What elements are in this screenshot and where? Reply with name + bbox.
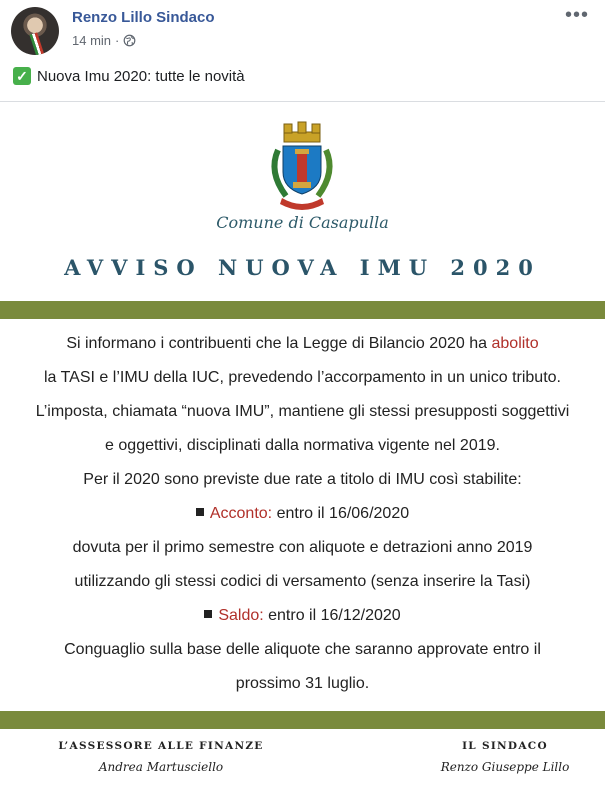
signature-role: L’ASSESSORE ALLE FINANZE xyxy=(58,740,264,752)
acconto-date: entro il 16/06/2020 xyxy=(272,505,410,522)
post-meta xyxy=(72,33,136,48)
saldo-line xyxy=(0,599,605,633)
acconto-label: Acconto: xyxy=(209,505,273,522)
square-bullet-icon xyxy=(196,508,204,516)
notice-line: Conguaglio sulla base delle aliquote che saranno approvate entro il xyxy=(64,641,541,658)
highlight-abolito: abolito xyxy=(491,335,539,352)
notice-title: AVVISO NUOVA IMU 2020 xyxy=(64,255,541,280)
acconto-line xyxy=(0,497,605,531)
signature-name: Renzo Giuseppe Lillo xyxy=(440,760,570,774)
notice-line xyxy=(0,327,605,361)
post-image-notice[interactable] xyxy=(0,102,605,800)
author-avatar[interactable] xyxy=(11,7,59,55)
notice-line: e oggettivi, disciplinati dalla normativa vigente nel 2019. xyxy=(105,437,500,454)
signature-assessore xyxy=(51,740,271,774)
notice-line: la TASI e l’IMU della IUC, prevedendo l’accorpamento in un unico tributo. xyxy=(43,369,561,386)
post-timestamp[interactable]: 14 min xyxy=(72,33,112,48)
post-message: Nuova Imu 2020: tutte le novità xyxy=(37,67,245,85)
check-mark-icon: ✓ xyxy=(13,67,31,85)
notice-line: dovuta per il primo semestre con aliquote e detrazioni anno 2019 xyxy=(72,539,533,556)
meta-separator: · xyxy=(115,33,120,48)
decorative-band-bottom xyxy=(0,711,605,729)
comune-name: Comune di Casapulla xyxy=(216,213,389,232)
notice-line: prossimo 31 luglio. xyxy=(235,675,370,692)
post-header xyxy=(0,0,605,60)
saldo-label: Saldo: xyxy=(218,607,264,624)
signature-role: IL SINDACO xyxy=(462,740,548,752)
coat-of-arms-icon xyxy=(264,120,340,212)
more-options-button[interactable]: ••• xyxy=(564,4,589,26)
globe-icon[interactable] xyxy=(123,34,136,47)
notice-text: Si informano i contribuenti che la Legge di Bilancio 2020 ha xyxy=(66,335,492,352)
notice-line: Per il 2020 sono previste due rate a titolo di IMU così stabilite: xyxy=(83,471,522,488)
square-bullet-icon xyxy=(204,610,212,618)
saldo-date: entro il 16/12/2020 xyxy=(263,607,401,624)
notice-line: utilizzando gli stessi codici di versamento (senza inserire la Tasi) xyxy=(74,573,531,590)
signature-name: Andrea Martusciello xyxy=(98,760,224,774)
post-text xyxy=(13,67,245,85)
signature-sindaco xyxy=(420,740,590,774)
notice-body xyxy=(0,327,605,701)
author-name[interactable]: Renzo Lillo Sindaco xyxy=(72,9,215,26)
notice-line: L’imposta, chiamata “nuova IMU”, mantiene gli stessi presupposti soggettivi xyxy=(35,403,570,420)
sash-icon xyxy=(29,32,44,55)
decorative-band-top xyxy=(0,301,605,319)
